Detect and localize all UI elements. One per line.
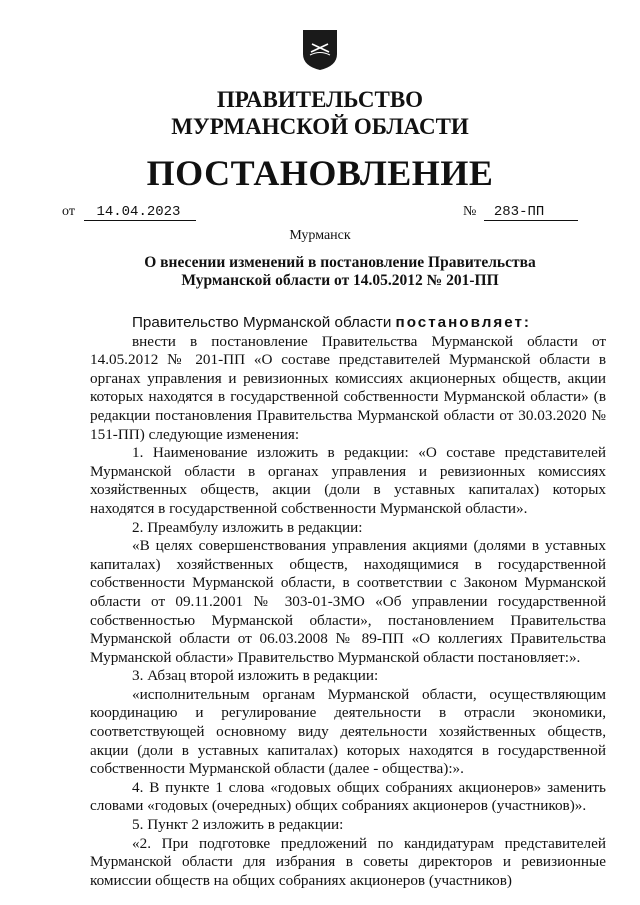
date-line: [62, 204, 196, 221]
city-name: Мурманск: [289, 228, 351, 243]
body-paragraph: «исполнительным органам Мурманской области, осуществляющим координацию и регулирование деятельности в отрасли экономики, соответствующей основному виду деятельности хозяйственных обществ, акции (доли в уставных капиталах) которых находятся в государственной собственности Мурманской области (далее - общества):».: [90, 685, 606, 778]
body-paragraph: 4. В пункте 1 слова «годовых общих собраниях акционеров» заменить словами «годовых (очередных) общих собраниях акционеров (участников)».: [90, 778, 606, 815]
number-prefix: №: [463, 204, 477, 219]
body-paragraph: 3. Абзац второй изложить в редакции:: [132, 667, 379, 685]
organization-name: [0, 86, 640, 140]
org-line-1: ПРАВИТЕЛЬСТВО: [216, 87, 424, 112]
org-line-2: МУРМАНСКОЙ ОБЛАСТИ: [171, 114, 469, 139]
body-paragraph: 1. Наименование изложить в редакции: «О составе представителей Мурманской области в органах управления и ревизионных комиссиях хозяйственных обществ, акции (доли в уставных капиталах) которых находятся в государственной собственности Мурманской области».: [90, 444, 606, 517]
lead-emphasis: постановляет:: [395, 314, 531, 331]
document-date: 14.04.2023: [84, 204, 196, 221]
subject-line-2: Мурманской области от 14.05.2012 № 201-ПП: [181, 272, 499, 289]
body-paragraph: «В целях совершенствования управления акциями (долями в уставных капиталах) хозяйственных обществ, находящимися в государственной собственности Мурманской области, в соответствии с Законом Мурманской области от 09.11.2001 № 303-01-ЗМО «Об управлении государственной собственностью Мурманской области», постановлением Правительства Мурманской области от 06.03.2008 № 89-ПП «О коллегиях Правительства Мурманской области» Правительство Мурманской области постановляет:».: [90, 537, 606, 666]
document-type-title: ПОСТАНОВЛЕНИЕ: [146, 153, 494, 193]
body-paragraph: 5. Пункт 2 изложить в редакции:: [132, 816, 344, 834]
lead-paragraph: [90, 314, 606, 333]
lead-text: Правительство Мурманской области: [132, 314, 396, 331]
number-line: [463, 204, 578, 221]
body-paragraph: «2. При подготовке предложений по кандидатурам представителей Мурманской области для избрания в советы директоров и ревизионные комиссии обществ на общих собраниях акционеров (участников): [90, 834, 606, 889]
document-number: 283-ПП: [484, 204, 578, 221]
document-body: [90, 314, 606, 890]
body-paragraph: внести в постановление Правительства Мурманской области от 14.05.2012 № 201-ПП «О составе представителей Мурманской области в органах управления и ревизионных комиссиях акционерных обществ, акции которых находятся в государственной собственности Мурманской области» (в редакции постановления Правительства Мурманской области от 30.03.2020 № 151-ПП) следующие изменения:: [90, 332, 606, 443]
body-paragraph: 2. Преамбулу изложить в редакции:: [132, 518, 363, 536]
document-subject: [120, 254, 560, 290]
subject-line-1: О внесении изменений в постановление Правительства: [144, 254, 536, 271]
coat-of-arms-emblem: [301, 28, 339, 72]
date-prefix: от: [62, 204, 75, 219]
